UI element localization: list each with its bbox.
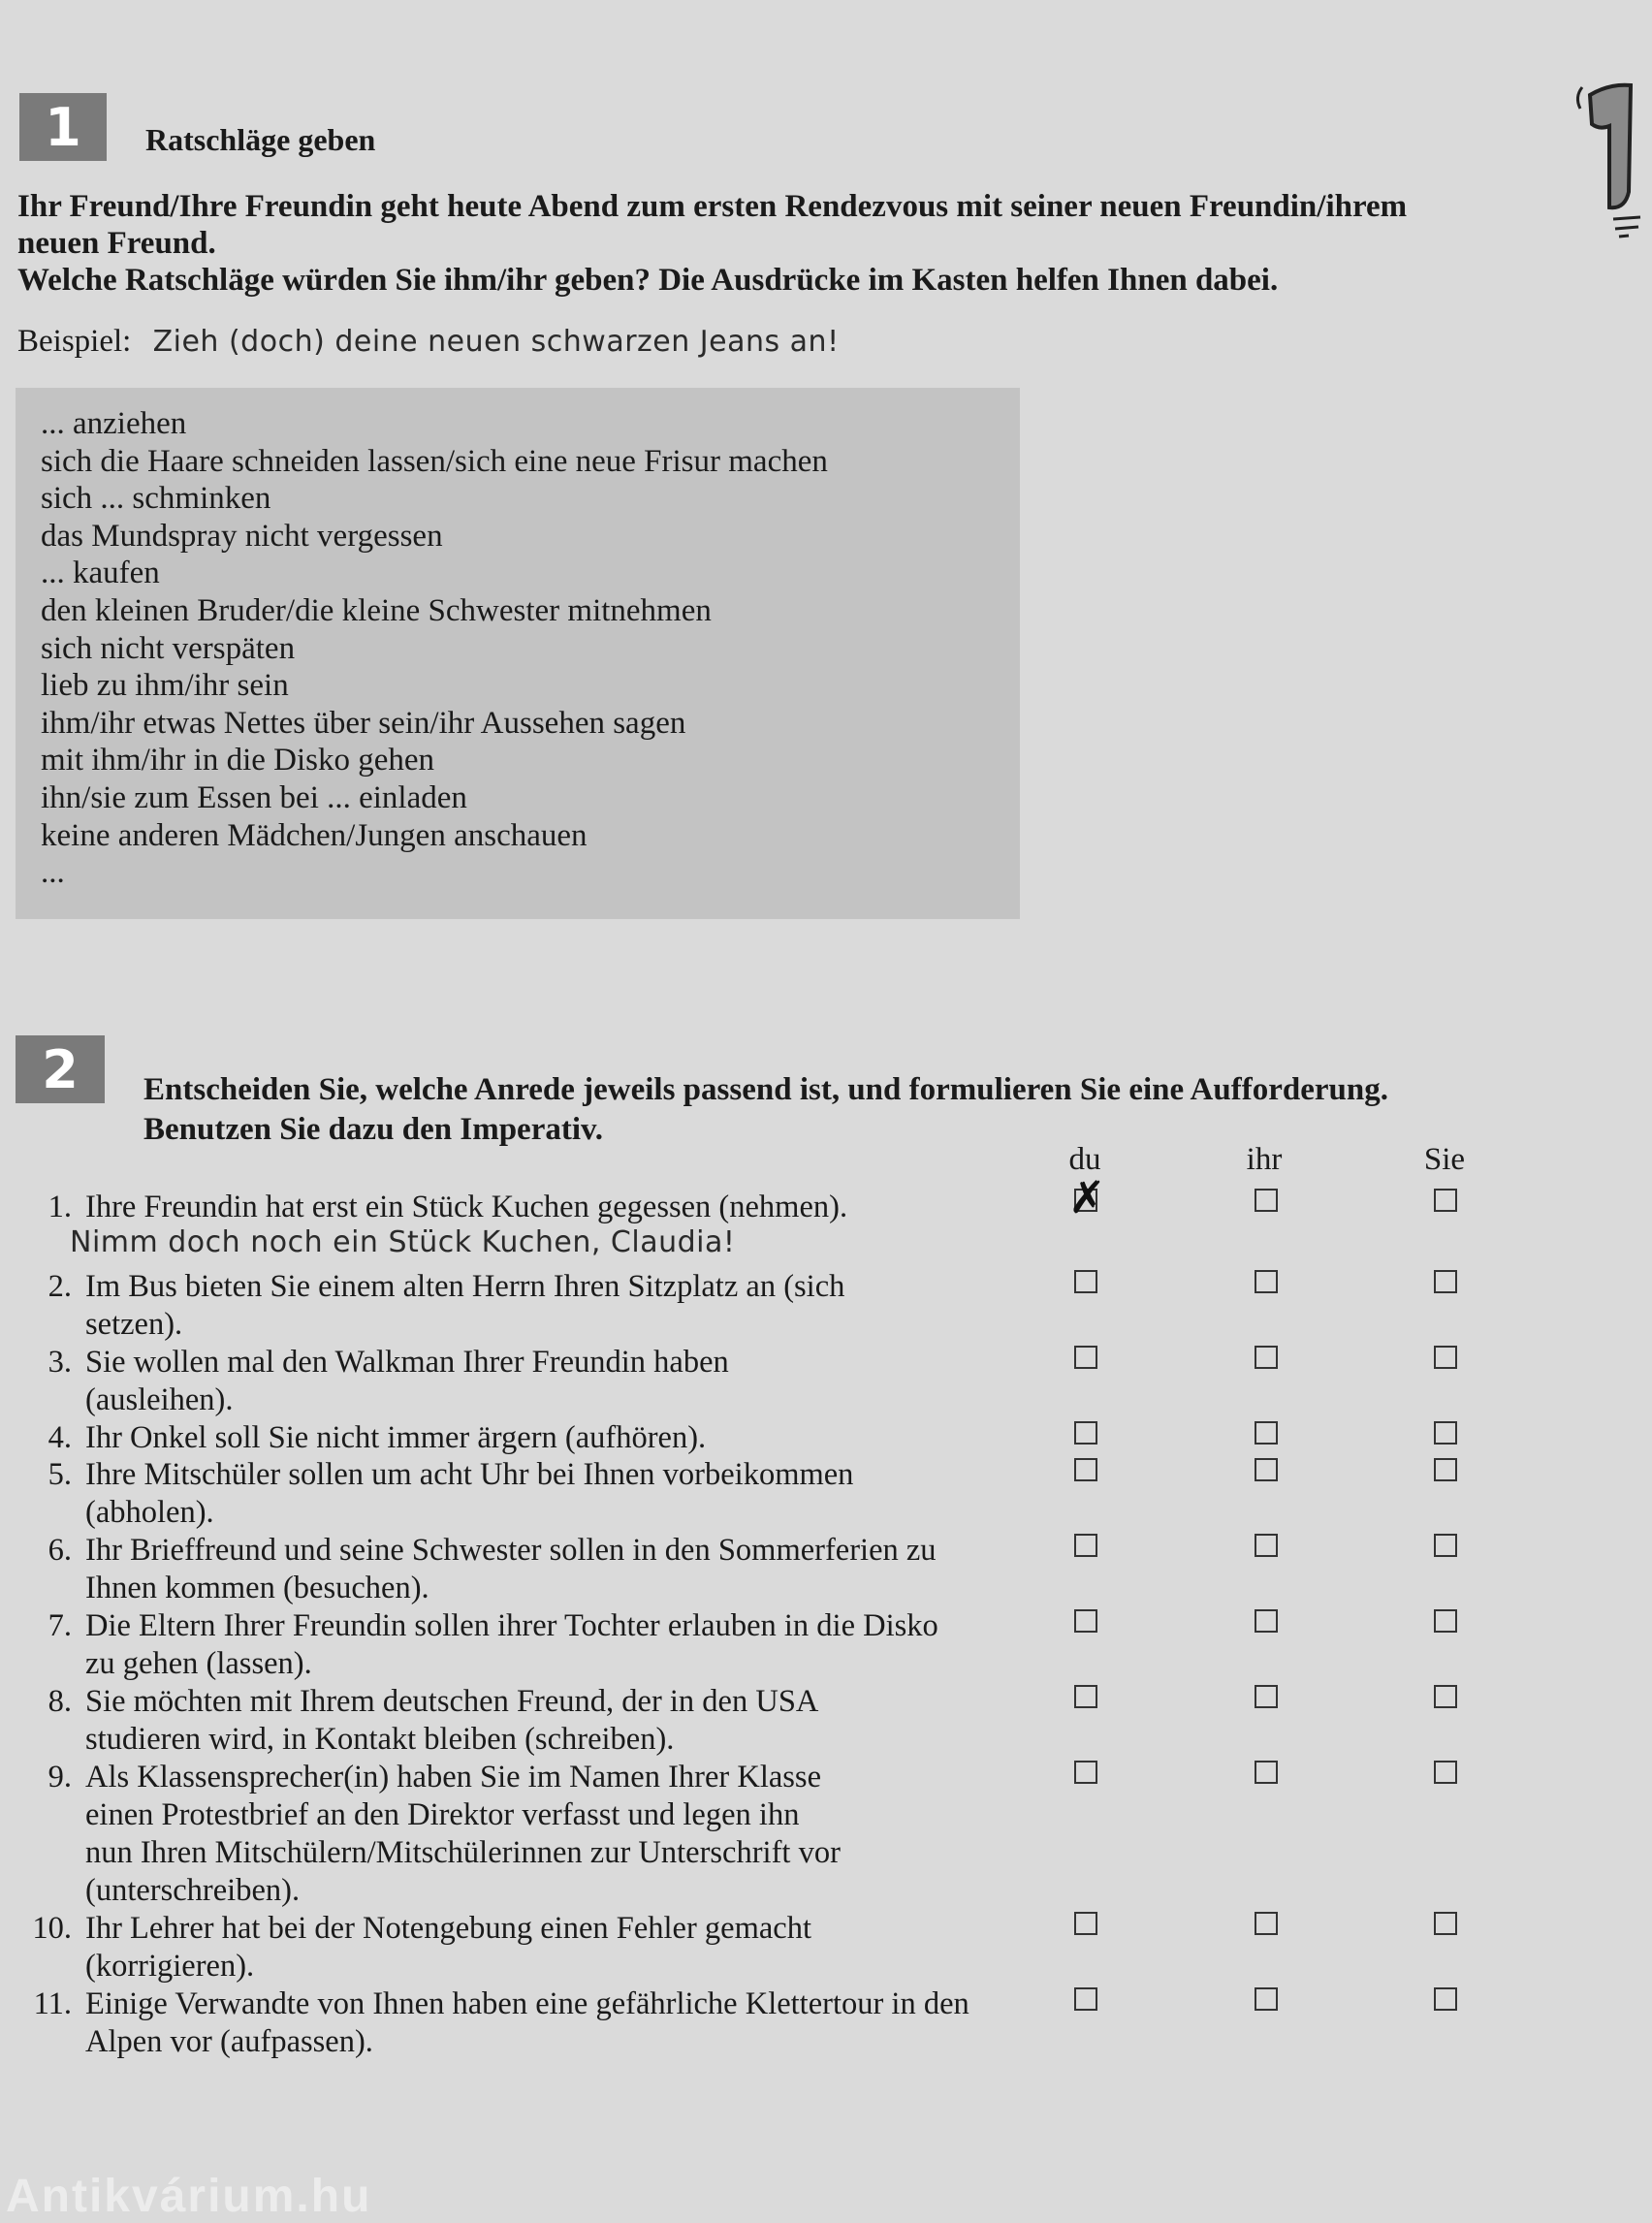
section-2-badge: 2 (16, 1035, 105, 1103)
question-row (16, 1759, 849, 1910)
question-number: 2. (48, 1269, 72, 1304)
checkbox-ihr[interactable] (1255, 1270, 1278, 1293)
question-text: Sie wollen mal den Walkman Ihrer Freundin haben (ausleihen). (85, 1345, 729, 1417)
checkbox-ihr[interactable] (1255, 1421, 1278, 1445)
question-row (16, 1419, 985, 1457)
section-1-badge: 1 (19, 93, 107, 161)
instruction-line-2: neuen Freund. (17, 226, 216, 261)
checkbox-sie[interactable] (1434, 1270, 1457, 1293)
question-text: Als Klassensprecher(in) haben Sie im Namen Ihrer Klasse einen Protestbrief an den Direktor verfasst und legen ihn nun Ihren Mitschülern/Mitschülerinnen zur Unterschrift vor (unterschreiben). (85, 1760, 841, 1908)
column-header-sie: Sie (1423, 1142, 1466, 1177)
expression-box (16, 388, 1020, 919)
checkbox-du[interactable] (1074, 1270, 1097, 1293)
question-row (16, 1189, 985, 1226)
question-text: Ihr Onkel soll Sie nicht immer ärgern (aufhören). (85, 1420, 707, 1455)
checkbox-du[interactable] (1074, 1346, 1097, 1369)
question-number: 10. (32, 1911, 72, 1946)
expression-item: sich die Haare schneiden lassen/sich eine neue Frisur machen (41, 443, 828, 479)
checkbox-ihr[interactable] (1255, 1912, 1278, 1935)
question-row (16, 1344, 869, 1419)
question-row (16, 1683, 917, 1759)
expression-item: ... anziehen (41, 406, 187, 441)
checkbox-sie[interactable] (1434, 1912, 1457, 1935)
checkbox-du[interactable] (1074, 1458, 1097, 1481)
checkbox-sie[interactable] (1434, 1421, 1457, 1445)
checkbox-sie[interactable] (1434, 1987, 1457, 2011)
expression-item: sich nicht verspäten (41, 630, 296, 666)
checkbox-ihr[interactable] (1255, 1534, 1278, 1557)
question-text: Ihr Brieffreund und seine Schwester sollen in den Sommerferien zu Ihnen kommen (besuchen). (85, 1533, 937, 1605)
checkbox-sie[interactable] (1434, 1685, 1457, 1708)
question-row (16, 1607, 975, 1683)
expression-item: lieb zu ihm/ihr sein (41, 668, 289, 704)
expression-list (16, 388, 1020, 892)
handwritten-answer: Nimm doch noch ein Stück Kuchen, Claudia! (70, 1225, 736, 1259)
section-1-instruction (17, 188, 1588, 299)
checkbox-sie[interactable] (1434, 1761, 1457, 1784)
expression-item: ihn/sie zum Essen bei ... einladen (41, 779, 467, 815)
question-number: 3. (48, 1345, 72, 1380)
checkbox-du[interactable] (1074, 1761, 1097, 1784)
question-text: Einige Verwandte von Ihnen haben eine gefährliche Klettertour in den Alpen vor (aufpassen). (85, 1986, 969, 2059)
checkbox-du[interactable] (1074, 1534, 1097, 1557)
question-text: Die Eltern Ihrer Freundin sollen ihrer Tochter erlauben in die Disko zu gehen (lassen). (85, 1608, 938, 1681)
question-text: Im Bus bieten Sie einem alten Herrn Ihren Sitzplatz an (sich setzen). (85, 1269, 845, 1342)
question-row (16, 1456, 975, 1532)
checkbox-sie[interactable] (1434, 1189, 1457, 1212)
checkbox-sie[interactable] (1434, 1609, 1457, 1633)
example-label: Beispiel: (17, 324, 132, 359)
checkbox-du[interactable] (1074, 1609, 1097, 1633)
section-2-instruction-line-2: Benutzen Sie dazu den Imperativ. (143, 1112, 603, 1147)
section-2-instruction-line-1: Entscheiden Sie, welche Anrede jeweils passend ist, und formulieren Sie eine Aufforderung. (143, 1072, 1388, 1107)
instruction-line-3: Welche Ratschläge würden Sie ihm/ihr geben? Die Ausdrücke im Kasten helfen Ihnen dabei. (17, 263, 1279, 298)
section-1-title: Ratschläge geben (145, 122, 376, 157)
question-row (16, 1268, 869, 1344)
checkbox-ihr[interactable] (1255, 1458, 1278, 1481)
expression-item: das Mundspray nicht vergessen (41, 518, 443, 554)
question-text: Ihre Freundin hat erst ein Stück Kuchen gegessen (nehmen). (85, 1190, 848, 1224)
question-number: 8. (48, 1684, 72, 1719)
checkbox-sie[interactable] (1434, 1534, 1457, 1557)
question-text: Ihre Mitschüler sollen um acht Uhr bei Ihnen vorbeikommen (abholen). (85, 1457, 854, 1530)
question-row (16, 1532, 995, 1607)
checkbox-ihr[interactable] (1255, 1609, 1278, 1633)
checkbox-sie[interactable] (1434, 1458, 1457, 1481)
question-number: 7. (48, 1608, 72, 1643)
checkbox-ihr[interactable] (1255, 1346, 1278, 1369)
question-text: Ihr Lehrer hat bei der Notengebung einen Fehler gemacht (korrigieren). (85, 1911, 811, 1984)
checkbox-du[interactable] (1068, 1171, 1106, 1223)
checkbox-du[interactable] (1074, 1421, 1097, 1445)
checkbox-ihr[interactable] (1255, 1685, 1278, 1708)
checkbox-ihr[interactable] (1255, 1189, 1278, 1212)
checkbox-ihr[interactable] (1255, 1761, 1278, 1784)
expression-item: mit ihm/ihr in die Disko gehen (41, 743, 435, 778)
example-line (17, 324, 840, 360)
column-header-du: du (1068, 1142, 1101, 1177)
column-header-ihr: ihr (1246, 1142, 1283, 1177)
checkbox-du[interactable] (1074, 1685, 1097, 1708)
checkbox-ihr[interactable] (1255, 1987, 1278, 2011)
question-row (16, 1910, 946, 1985)
example-text: Zieh (doch) deine neuen schwarzen Jeans an! (152, 325, 840, 359)
expression-item: ihm/ihr etwas Nettes über sein/ihr Aussehen sagen (41, 705, 686, 741)
question-row (16, 1985, 985, 2061)
section-2-instruction (143, 1070, 1598, 1150)
checkbox-sie[interactable] (1434, 1346, 1457, 1369)
question-number: 4. (48, 1420, 72, 1455)
checkbox-du[interactable] (1074, 1912, 1097, 1935)
expression-item: ... kaufen (41, 556, 160, 591)
question-number: 11. (33, 1986, 72, 2021)
question-number: 9. (48, 1760, 72, 1794)
question-number: 6. (48, 1533, 72, 1568)
expression-item: sich ... schminken (41, 481, 271, 517)
check-mark-icon: ✗ (1068, 1171, 1106, 1223)
instruction-line-1: Ihr Freund/Ihre Freundin geht heute Abend zum ersten Rendezvous mit seiner neuen Freundin/ihrem (17, 189, 1408, 224)
page-number-marker-text (1596, 97, 1597, 98)
expression-item: ... (41, 855, 65, 891)
watermark: Antikvárium.hu (6, 2171, 372, 2222)
question-text: Sie möchten mit Ihrem deutschen Freund, der in den USA studieren wird, in Kontakt bleiben (schreiben). (85, 1684, 817, 1757)
question-number: 1. (48, 1190, 72, 1224)
expression-item: keine anderen Mädchen/Jungen anschauen (41, 817, 588, 853)
question-number: 5. (48, 1457, 72, 1492)
expression-item: den kleinen Bruder/die kleine Schwester mitnehmen (41, 592, 712, 628)
checkbox-du[interactable] (1074, 1987, 1097, 2011)
